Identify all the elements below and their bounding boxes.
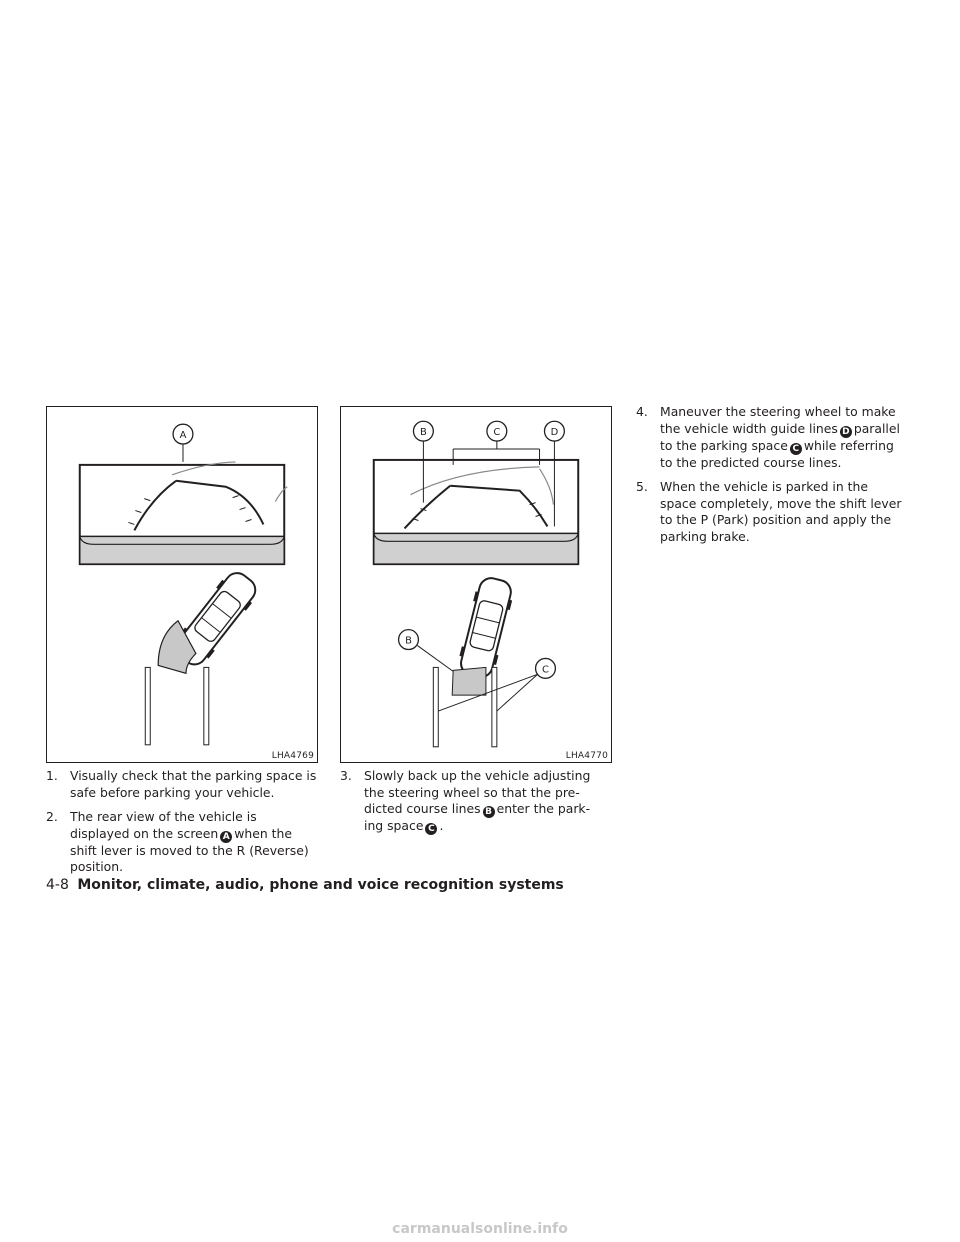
- figure-code: LHA4769: [271, 751, 314, 761]
- section-title: Monitor, climate, audio, phone and voice recognition systems: [77, 877, 564, 893]
- callout-b-icon: B: [483, 806, 495, 818]
- steps-column-1: [46, 768, 318, 884]
- callout-a-icon: A: [220, 831, 232, 843]
- callout-c-icon: C: [790, 443, 802, 455]
- watermark: carmanualsonline.info: [392, 1221, 568, 1237]
- rear-view-illustration-right: [341, 407, 611, 762]
- step-3: 3. Slowly back up the vehicle adjusting the steering wheel so that the pre- dicted course lines B enter the park- ing space C .: [340, 768, 591, 835]
- rear-view-illustration-left: [47, 407, 317, 762]
- callout-c-icon: C: [425, 823, 437, 835]
- step-2: 2. The rear view of the vehicle is displayed on the screen A when the shift lever is moved to the R (Reverse) position.: [46, 809, 309, 875]
- steps-column-3: [636, 404, 908, 554]
- figure-code: LHA4770: [565, 751, 608, 761]
- callout-a-label: A: [179, 430, 187, 442]
- step-5: 5. When the vehicle is parked in the space completely, move the shift lever to the P (Park) position and apply the parking brake.: [636, 479, 902, 544]
- callout-b-label: B: [419, 427, 427, 439]
- step-4: 4. Maneuver the steering wheel to make the vehicle width guide lines D parallel to the parking space C while referring to the predicted course lines.: [636, 404, 900, 470]
- figure-left: [46, 406, 318, 763]
- callout-d-icon: D: [840, 426, 852, 438]
- step-1: 1. Visually check that the parking space is safe before parking your vehicle.: [46, 768, 317, 800]
- callout-c-label: C: [493, 427, 501, 439]
- callout-c2-label: C: [542, 664, 549, 676]
- callout-b2-label: B: [405, 635, 412, 647]
- page-number: 4-8: [46, 877, 69, 893]
- callout-d-label: D: [550, 427, 559, 439]
- figure-right: [340, 406, 612, 763]
- page-footer: [46, 877, 564, 893]
- steps-column-2: [340, 768, 612, 843]
